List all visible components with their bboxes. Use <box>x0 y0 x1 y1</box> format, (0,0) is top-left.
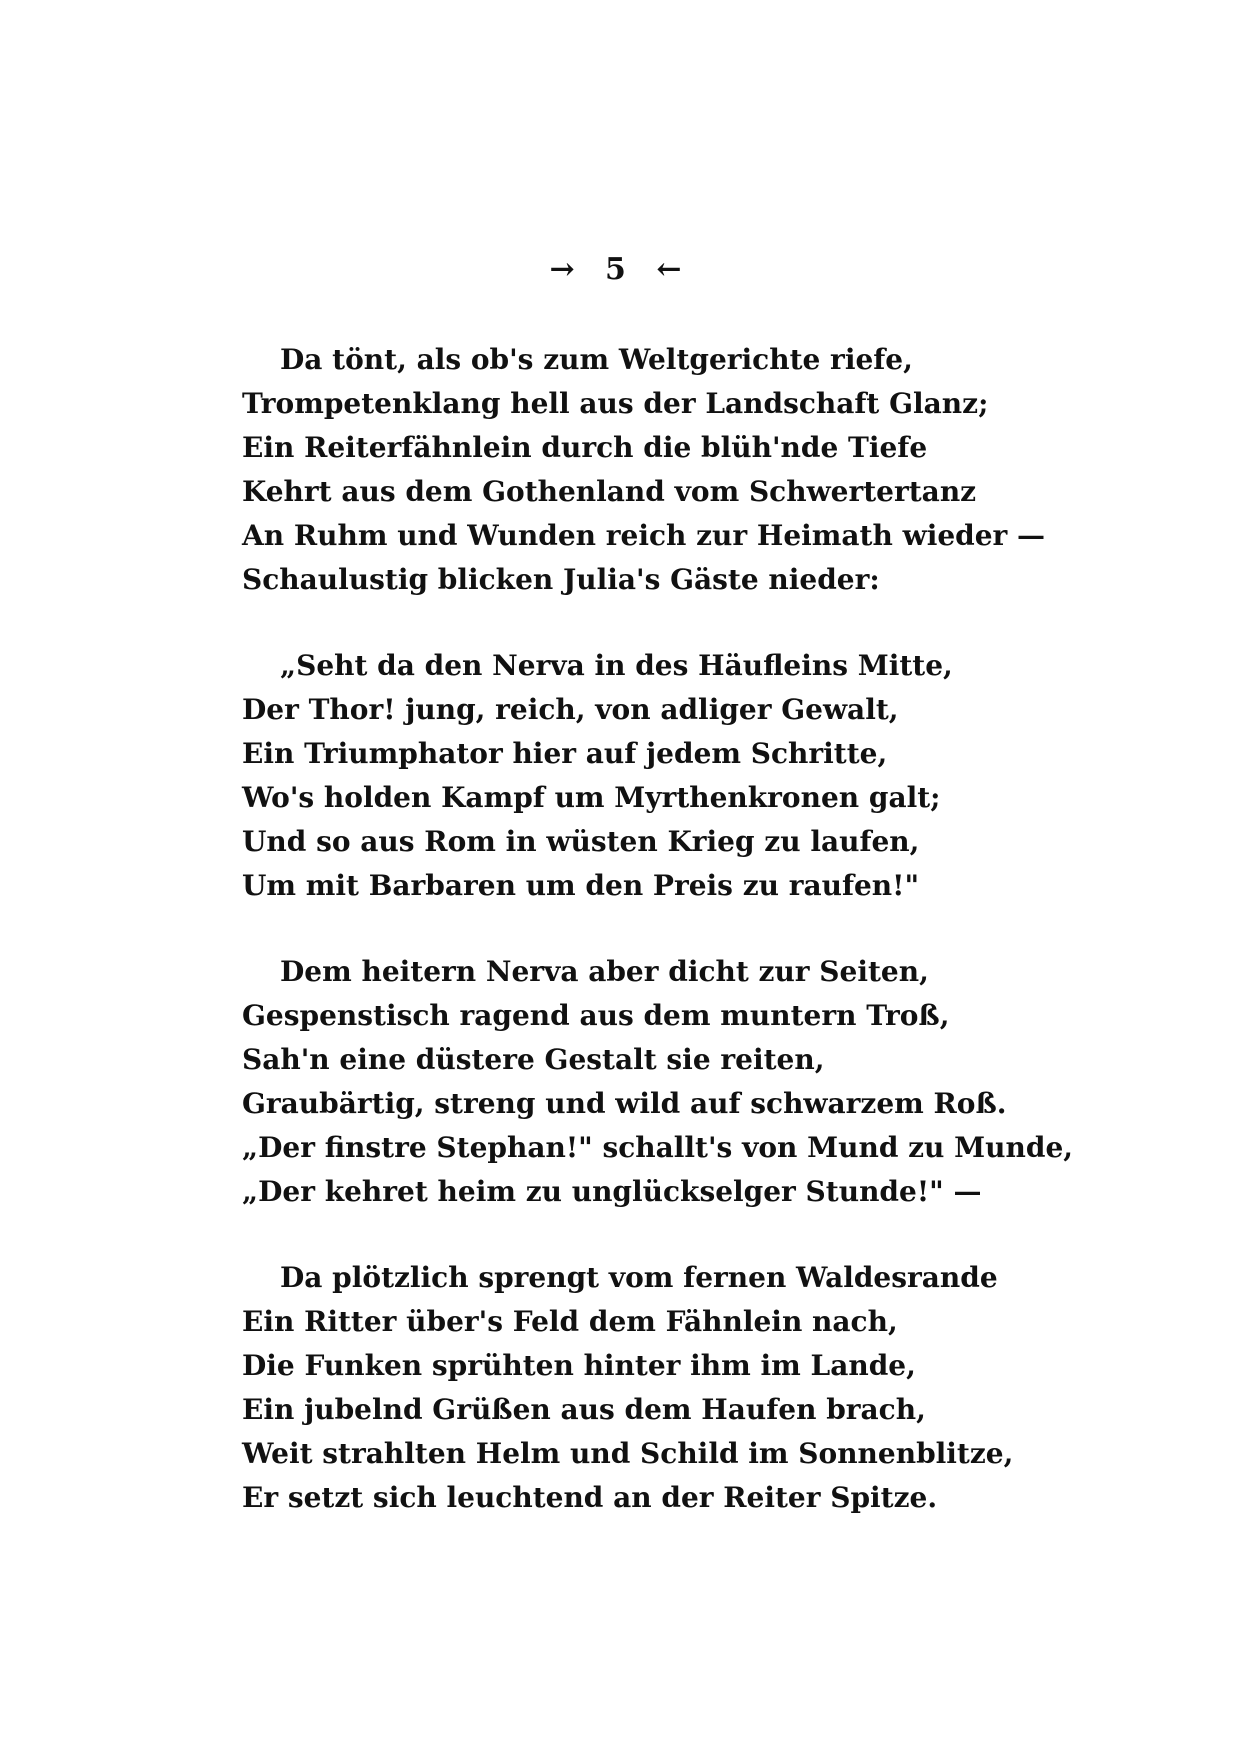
stanza <box>242 644 1042 908</box>
verse-line: Kehrt aus dem Gothenland vom Schwertertanz <box>242 475 977 508</box>
page-number: → 5 ← <box>549 252 692 287</box>
poem-body <box>242 338 1074 1562</box>
verse-line: Ein Ritter über's Feld dem Fähnlein nach, <box>242 1305 898 1338</box>
verse-line: Und so aus Rom in wüsten Krieg zu laufen, <box>242 825 920 858</box>
verse-line: Dem heitern Nerva aber dicht zur Seiten, <box>280 955 929 988</box>
verse-line: An Ruhm und Wunden reich zur Heimath wieder — <box>242 519 1046 552</box>
verse-line: Ein Triumphator hier auf jedem Schritte, <box>242 737 888 770</box>
verse-line: „Der finstre Stephan!" schallt's von Mund zu Munde, <box>242 1131 1074 1164</box>
verse-line: Da plötzlich sprengt vom fernen Waldesrande <box>280 1261 998 1294</box>
verse-line: Ein jubelnd Grüßen aus dem Haufen brach, <box>242 1393 926 1426</box>
verse-line: Graubärtig, streng und wild auf schwarzem Roß. <box>242 1087 1007 1120</box>
verse-line: Trompetenklang hell aus der Landschaft Glanz; <box>242 387 989 420</box>
verse-line: Weit strahlten Helm und Schild im Sonnenblitze, <box>242 1437 1014 1470</box>
verse-line: Schaulustig blicken Julia's Gäste nieder: <box>242 563 880 596</box>
stanza <box>242 1256 1042 1520</box>
verse-line: Ein Reiterfähnlein durch die blüh'nde Tiefe <box>242 431 928 464</box>
stanza <box>242 950 1074 1214</box>
verse-line: „Der kehret heim zu unglückselger Stunde!" — <box>242 1175 982 1208</box>
verse-line: Die Funken sprühten hinter ihm im Lande, <box>242 1349 916 1382</box>
verse-line: Um mit Barbaren um den Preis zu raufen!" <box>242 869 920 902</box>
verse-line: Sah'n eine düstere Gestalt sie reiten, <box>242 1043 825 1076</box>
verse-line: Er setzt sich leuchtend an der Reiter Spitze. <box>242 1481 938 1514</box>
verse-line: Da tönt, als ob's zum Weltgerichte riefe, <box>280 343 913 376</box>
verse-line: Gespenstisch ragend aus dem muntern Troß, <box>242 999 950 1032</box>
stanza <box>242 338 1046 602</box>
verse-line: Wo's holden Kampf um Myrthenkronen galt; <box>242 781 941 814</box>
verse-line: Der Thor! jung, reich, von adliger Gewalt, <box>242 693 899 726</box>
verse-line: „Seht da den Nerva in des Häufleins Mitte, <box>280 649 953 682</box>
